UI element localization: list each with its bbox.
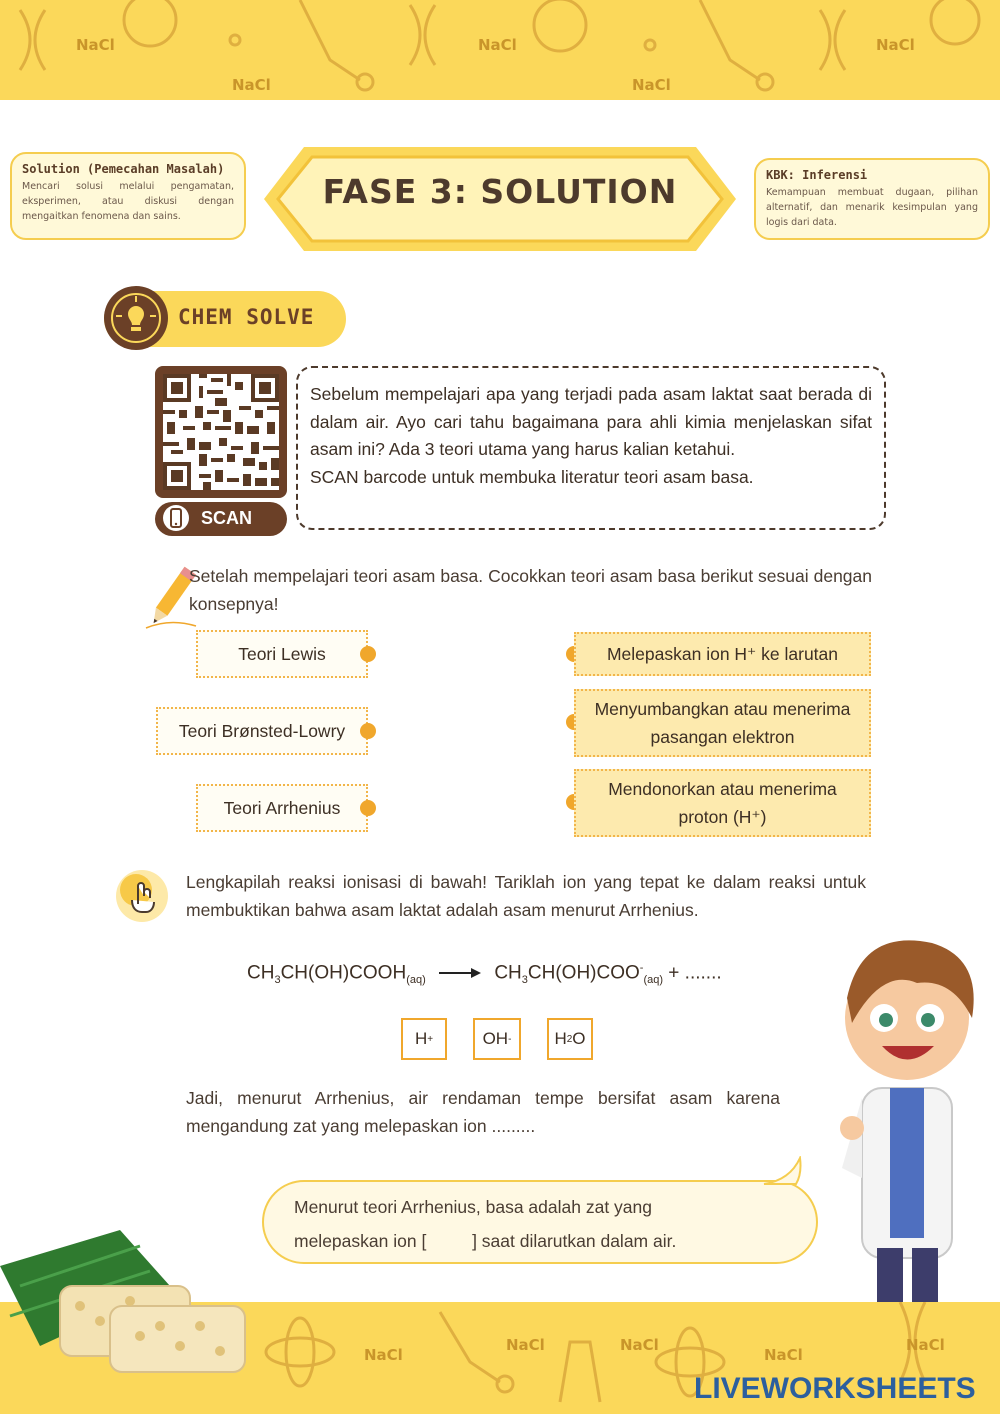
theory-arrhenius-card[interactable]	[196, 784, 368, 832]
tempe-illustration	[0, 1226, 250, 1376]
nacl-label: NaCl	[76, 36, 115, 54]
ion-h2o-tile[interactable]: H 2 O	[547, 1018, 593, 1060]
liveworksheets-logo: LIVEWORKSHEETS	[694, 1372, 976, 1405]
match-dot[interactable]	[360, 723, 376, 739]
theory-bronsted-card[interactable]	[156, 707, 368, 755]
scan-label: SCAN	[201, 508, 253, 528]
nacl-label: NaCl	[620, 1336, 659, 1354]
match-dot[interactable]	[360, 800, 376, 816]
theory-label: Teori Arrhenius	[223, 797, 341, 818]
ionization-equation: $CH_3CH(OH)COOH_{(aq)}$ $CH_3CH(OH)COO^-_{(aq)}$ + .......	[247, 962, 722, 987]
conclusion-text: Jadi, menurut Arrhenius, air rendaman tempe bersifat asam karena mengandung zat yang melepaskan ion .........	[186, 1088, 780, 1136]
nacl-label: NaCl	[232, 76, 271, 94]
ion-oh-minus-tile[interactable]: OH -	[473, 1018, 521, 1060]
nacl-label: NaCl	[906, 1336, 945, 1354]
kbk-title: KBK: Inferensi	[766, 168, 868, 182]
qr-code-pattern	[163, 374, 279, 490]
phase-description-box	[10, 152, 246, 240]
top-pattern-band	[0, 0, 1000, 100]
kbk-text: Kemampuan membuat dugaan, pilihan alternatif, dan menarik kesimpulan yang logis dari data.	[766, 187, 978, 228]
speech-bubble	[262, 1180, 818, 1264]
theory-label: Teori Lewis	[238, 643, 326, 664]
matching-instruction: Setelah mempelajari teori asam basa. Cocokkan teori asam basa berikut sesuai dengan konsepnya!	[189, 566, 872, 614]
ion-h-plus-tile[interactable]: H +	[401, 1018, 447, 1060]
phone-icon	[163, 505, 189, 531]
nacl-label: NaCl	[764, 1346, 803, 1364]
intro-box	[296, 366, 886, 530]
intro-scan-text: SCAN barcode untuk membuka literatur teori asam basa.	[310, 466, 754, 487]
arrow-right-icon	[437, 966, 483, 980]
scan-button[interactable]	[155, 502, 287, 536]
reaction-instruction: Lengkapilah reaksi ionisasi di bawah! Tariklah ion yang tepat ke dalam reaksi untuk membuktikan bahwa asam laktat adalah asam menurut Arrhenius.	[186, 872, 866, 920]
section-label: CHEM SOLVE	[178, 305, 315, 329]
nacl-label: NaCl	[876, 36, 915, 54]
intro-text: Sebelum mempelajari apa yang terjadi pada asam laktat saat berada di dalam air. Ayo cari tahu bagaimana para ahli kimia menjelaskan sifat asam ini? Ada 3 teori utama yang harus kalian ketahui.	[310, 384, 872, 459]
concept-label: Melepaskan ion H⁺ ke larutan	[606, 644, 839, 664]
phase-description-text: Mencari solusi melalui pengamatan, eksperimen, atau diskusi dengan mengaitkan fenomena dan sains.	[22, 181, 234, 222]
match-dot[interactable]	[360, 646, 376, 662]
drag-hand-icon	[108, 862, 172, 926]
nacl-label: NaCl	[506, 1336, 545, 1354]
concept-label: Menyumbangkan atau menerima pasangan elektron	[594, 699, 851, 747]
phase-title: FASE 3: SOLUTION	[322, 172, 678, 211]
nacl-label: NaCl	[632, 76, 671, 94]
theory-lewis-card[interactable]	[196, 630, 368, 678]
lightbulb-gear-icon	[104, 286, 168, 350]
scientist-character	[822, 928, 992, 1308]
concept-card[interactable]	[574, 632, 871, 676]
kbk-box	[754, 158, 990, 240]
nacl-label: NaCl	[364, 1346, 403, 1364]
nacl-label: NaCl	[478, 36, 517, 54]
bubble-line2: melepaskan ion [ ] saat dilarutkan dalam air.	[294, 1231, 677, 1251]
bubble-line1: Menurut teori Arrhenius, basa adalah zat yang	[294, 1197, 652, 1217]
qr-code[interactable]	[155, 366, 287, 498]
concept-card[interactable]	[574, 689, 871, 757]
concept-label: Mendonorkan atau menerima proton (H⁺)	[608, 779, 837, 827]
theory-label: Teori Brønsted-Lowry	[178, 720, 346, 741]
bubble-tail	[760, 1156, 810, 1186]
phase-description-title: Solution (Pemecahan Masalah)	[22, 162, 225, 176]
concept-card[interactable]	[574, 769, 871, 837]
